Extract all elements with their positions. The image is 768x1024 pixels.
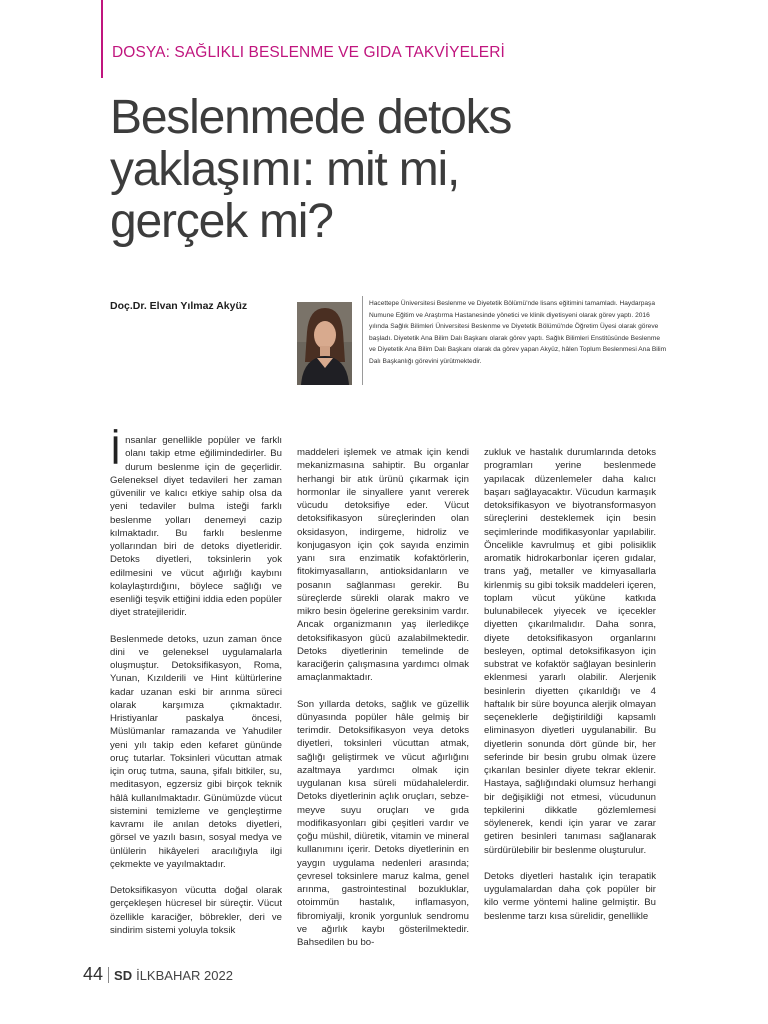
- bio-divider: [362, 296, 363, 385]
- page-number: 44: [83, 964, 104, 984]
- footer-divider: [108, 967, 109, 983]
- page-footer: [83, 964, 233, 985]
- section-label: DOSYA: SAĞLIKLI BESLENME VE GIDA TAKVİYELERİ: [112, 44, 505, 61]
- title-line: yaklaşımı: mit mi,: [110, 143, 460, 196]
- title-line: gerçek mi?: [110, 195, 333, 248]
- article-title: [110, 92, 511, 248]
- text-column-1: [110, 429, 282, 950]
- paragraph: zukluk ve hastalık durumlarında detoks programları yerine beslenmede yapılacak düzenlemeler daha kalıcı başarı sağlayacaktır. Vücudun karmaşık detoksifikasyon ve biyotransformasyon süreçlerini desteklemek için besin seçimlerinde modifikasyonlar yapılabilir. Öncelikle kavrulmuş et gibi polisiklik aromatik hidrokarbonlar içeren gıdalar, trans yağ, metaller ve kimyasallarla kirlenmiş su gibi toksik maddeleri içeren, toplam vücut yüküne katkıda bulunabilecek yiyecek ve içecekler diyetten çıkarılmalıdır. Daha sonra, diyete detoksifikasyon organlarını besleyen, optimal detoksifikasyon için substrat ve kofaktör sağlayan besinlerin eklenmesi yararlı olabilir. Alerjenik besinlerin diyetten çıkarıldığı ve 4 haftalık bir süre boyunca alerjik olmayan seçeneklerle değiştirildiği kapsamlı eliminasyon diyetleri uygulanabilir. Bu diyetlerin sonunda dört günde bir, her seferinde bir besin grubu olmak üzere çıkarılan besinler diyete tekrar eklenir. Hastaya, sağlığındaki olumsuz herhangi bir değişikliği not etmesi, vücudunun tepkilerini dikkatle gözlemlemesi söylenerek, kendi için yarar ve zarar getiren besinleri tanıması sağlanarak sürdürülebilir bir beslenme oluşturulur.: [484, 447, 656, 856]
- drop-cap: İ: [110, 429, 122, 473]
- paragraph: Detoksifikasyon vücutta doğal olarak gerçekleşen hücresel bir süreçtir. Vücut özellikle karaciğer, böbrekler, deri ve sindirim sistemi yoluyla toksik: [110, 885, 282, 936]
- author-bio: Hacettepe Üniversitesi Beslenme ve Diyetetik Bölümü'nde lisans eğitimini tamamladı. Haydarpaşa Numune Eğitim ve Araştırma Hastanesinde yönetici ve klinik diyetisyeni olarak görev yaptı. 2016 yılında Sağlık Bilimleri Üniversitesi Beslenme ve Diyetetik Bölümü'nde Öğretim Üyesi olarak göreve başladı. Diyetetik Ana Bilim Dalı Başkanı olarak görev yaptı. Sağlık Bilimleri Enstitüsünde Beslenme ve Diyetetik Ana Bilim Dalı Başkanı olarak da görev yapan Akyüz, hâlen Toplum Beslenmesi Ana Bilim Dalı Başkanlığı görevini yürütmektedir.: [369, 300, 667, 365]
- section-accent-line: [101, 0, 103, 78]
- paragraph-text: nsanlar genellikle popüler ve farklı olanı takip etme eğilimindedirler. Bu durum beslenme için de geçerlidir. Geleneksel diyet tedavileri her zaman güvenilir ve kalıcı etkiye sahip olsa da yeni tedaviler bulma isteği farklı beslenme yolları denemeyi cazip kılmaktadır. Bu farklı beslenme yollarından biri de detoks diyetleridir. Detoks diyetleri, toksinlerin yok edilmesini ve vücut ağırlığı kaybını kolaylaştırdığını, böylece sağlığı ve esenliği teşvik ettiğini iddia eden popüler diyet stratejileridir.: [110, 435, 282, 619]
- paragraph: Detoks diyetleri hastalık için terapatik uygulamalardan daha çok popüler bir kilo verme yöntemi haline gelmiştir. Bu beslenme tarzı kısa sürelidir, genellikle: [484, 870, 656, 922]
- title-line: Beslenmede detoks: [110, 91, 512, 144]
- text-column-2: [297, 446, 469, 962]
- author-photo: [297, 302, 352, 385]
- magazine-name: SD: [114, 968, 133, 983]
- paragraph: Beslenmede detoks, uzun zaman önce dini ve geleneksel uygulamalarla oluşmuştur. Detoksifikasyon, Roma, Yunan, Kızılderili ve Hint kültürlerine kadar uzanan eski bir arınma süreci olarak karşımıza çıkmaktadır. Hristiyanlar paskalya öncesi, Müslümanlar ramazanda ve Yahudiler yeni yılı takip eden kefaret gününde oruç tutarlar. Toksinleri vücuttan atmak için oruç tutma, sauna, şifalı bitkiler, su, meditasyon, egzersiz gibi birçok teknik hâlâ kullanılmaktadır. Günümüzde vücut sistemini temizleme ve gençleştirme kavramı ile anılan detoks diyetleri, görsel ve yazılı basın, sosyal medya ve ünlülerin hikâyeleri aracılığıyla ilgi çekmekte ve yayılmaktadır.: [110, 633, 282, 870]
- paragraph: maddeleri işlemek ve atmak için kendi mekanizmasına sahiptir. Bu organlar herhangi bir atık ürünü çıkarmak için hormonlar ile sinyallere yanıt vererek vücudu detoksifiye eder. Vücut detoksifikasyon süreçlerinden olan oksidasyon, indirgeme, hidroliz ve konjugasyon için çok sayıda enzimin yanı sıra enzimatik kofaktörlerin, fitokimyasalların, antioksidanların ve posanın sağlanması gerekir. Bu süreçlerde sürekli olarak makro ve mikro besin ögelerine gereksinim vardır. Ancak organizmanın yaş ilerledikçe detoksifikasyon gücü azalabilmektedir. Detoks diyetlerinin temelinde de karaciğerin çalışmasına yardımcı olmak amaçlanmaktadır.: [297, 447, 469, 684]
- author-name: Doç.Dr. Elvan Yılmaz Akyüz: [110, 300, 248, 312]
- paragraph: Son yıllarda detoks, sağlık ve güzellik dünyasında popüler hâle gelmiş bir terimdir. Detoksifikasyon veya detoks diyetleri, toksinleri vücuttan atmak, sağlığı geliştirmek ve vücut ağırlığını azaltmaya yardımcı olmak için uygulanan kısa süreli müdahalelerdir. Detoks diyetlerinin açlık oruçları, sebze-meyve suyu oruçları ve gıda modifikasyonları gibi çeşitleri vardır ve çoğu müshil, diüretik, vitamin ve mineral kullanımını içerir. Detoks diyetlerinin en yaygın uygulama nedenleri arasında; çevresel toksinlere maruz kalma, genel arınma, gastrointestinal bozukluklar, otoimmün hastalık, inflamasyon, fibromiyalji, kronik yorgunluk sendromu ve ağırlık kaybı gösterilmektedir. Bahsedilen bu bo-: [297, 698, 469, 948]
- paragraph: [110, 429, 282, 620]
- issue-label: İLKBAHAR 2022: [136, 968, 233, 983]
- text-column-3: [484, 446, 656, 936]
